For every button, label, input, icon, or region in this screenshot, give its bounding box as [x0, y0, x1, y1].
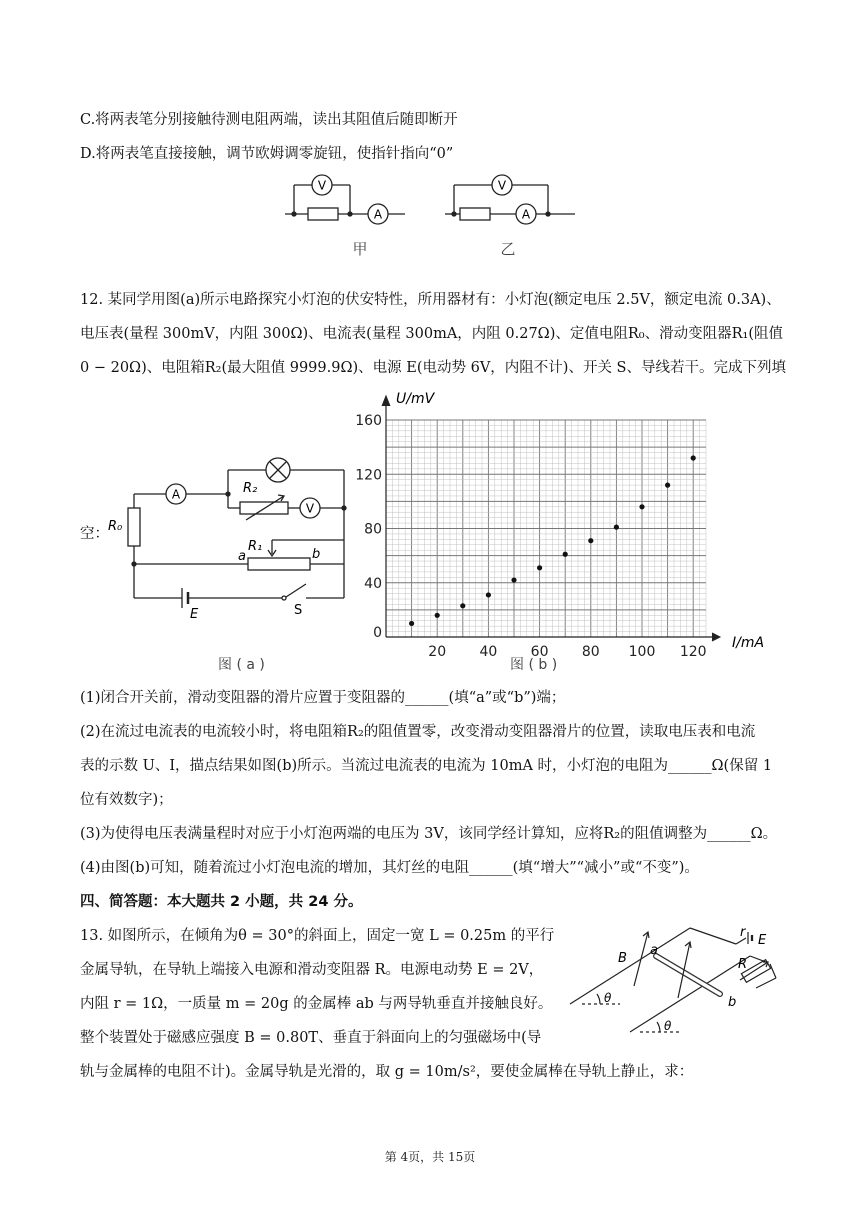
- rod-b-label: b: [728, 995, 737, 1010]
- option-d: D.将两表笔直接接触，调节欧姆调零旋钮，使指针指向“0”: [80, 146, 454, 162]
- voltmeter-label: V: [497, 178, 507, 193]
- data-point: [460, 603, 465, 608]
- x-tick-label: 20: [428, 644, 447, 660]
- q12-line1: 12. 某同学用图(a)所示电路探究小灯泡的伏安特性，所用器材有：小灯泡(额定电压 2.5V，额定电流 0.3A)、: [80, 292, 781, 308]
- q12-sub2c: 位有效数字)；: [80, 792, 173, 808]
- y-tick-label: 80: [364, 521, 382, 538]
- option-c: C.将两表笔分别接触待测电阻两端，读出其阻值后随即断开: [80, 112, 458, 128]
- x-axis-label: I/mA: [732, 635, 765, 651]
- ammeter-label: A: [373, 207, 383, 222]
- label-jia: 甲: [352, 240, 368, 258]
- r0-label: R₀: [108, 519, 123, 534]
- voltmeter-label: V: [317, 178, 327, 193]
- circuit-jia-yi-figure: [280, 168, 590, 264]
- data-point: [563, 552, 568, 557]
- ammeter-label: A: [171, 487, 181, 502]
- q12-sub3: (3)为使得电压表满量程时对应于小灯泡两端的电压为 3V，该同学经计算知，应将R₂的阻值调整为______Ω。: [80, 826, 778, 842]
- y-axis-arrow: [382, 396, 390, 406]
- r2-label: R₂: [243, 481, 258, 496]
- chart-b: [355, 388, 780, 660]
- s-label: S: [294, 603, 303, 618]
- section-heading: 四、简答题：本大题共 2 小题，共 24 分。: [80, 894, 363, 910]
- rheostat-label: R: [738, 957, 748, 972]
- q12-sub2a: (2)在流过电流表的电流较小时，将电阻箱R₂的阻值置零，改变滑动变阻器滑片的位置，读取电压表和电流: [80, 724, 756, 740]
- a-terminal-label: a: [238, 549, 246, 564]
- q13-line4: 整个装置处于磁感应强度 B = 0.80T、垂直于斜面向上的匀强磁场中(导: [80, 1030, 542, 1046]
- q12-line3: 0 − 20Ω)、电阻箱R₂(最大阻值 9999.9Ω)、电源 E(电动势 6V，内阻不计)、开关 S、导线若干。完成下列填: [80, 360, 786, 376]
- data-point: [435, 613, 440, 618]
- q13-line3: 内阻 r = 1Ω，一质量 m = 20g 的金属棒 ab 与两导轨垂直并接触良好。: [80, 996, 553, 1012]
- q12-line4: 空：: [80, 526, 109, 542]
- b-field-label: B: [618, 951, 627, 966]
- data-point: [511, 577, 516, 582]
- y-tick-label: 120: [355, 467, 382, 484]
- q13-line5: 轨与金属棒的电阻不计)。金属导轨是光滑的，取 g = 10m/s²，要使金属棒在导轨上静止，求：: [80, 1064, 694, 1080]
- y-axis-label: U/mV: [396, 391, 435, 407]
- page-footer: 第 4页，共 15页: [384, 1150, 476, 1164]
- r0-resistor: [128, 508, 140, 546]
- y-tick-label: 0: [373, 625, 382, 641]
- x-tick-label: 40: [479, 644, 498, 660]
- x-axis-arrow: [712, 633, 720, 641]
- data-point: [588, 538, 593, 543]
- x-tick-label: 120: [679, 644, 707, 660]
- theta-label-1: θ: [604, 991, 612, 1005]
- data-point: [537, 565, 542, 570]
- switch-s: [286, 584, 306, 597]
- data-point: [614, 525, 619, 530]
- theta-label-2: θ: [664, 1019, 672, 1033]
- q12-sub4: (4)由图(b)可知，随着流过小灯泡电流的增加，其灯丝的电阻______(填“增大”“减小”或“不变”)。: [80, 860, 699, 876]
- y-tick-label: 40: [364, 575, 382, 592]
- e-label: E: [190, 607, 199, 622]
- rod-a-label: a: [650, 943, 658, 958]
- emf-label: E: [758, 933, 767, 948]
- q13-line1: 13. 如图所示，在倾角为θ = 30°的斜面上，固定一宽 L = 0.25m 的平行: [80, 928, 555, 944]
- incline-rail-figure: [560, 922, 780, 1042]
- resistor-jia: [308, 208, 338, 220]
- data-point: [409, 621, 414, 626]
- internal-r-label: r: [740, 925, 746, 940]
- resistor-yi: [460, 208, 490, 220]
- y-tick-label: 160: [355, 413, 382, 429]
- r1-label: R₁: [248, 539, 263, 554]
- x-tick-label: 80: [581, 644, 600, 660]
- b-terminal-label: b: [312, 547, 321, 562]
- voltmeter-label: V: [305, 501, 315, 516]
- circuit-a-figure: [100, 450, 360, 625]
- data-point: [665, 483, 670, 488]
- label-yi: 乙: [500, 240, 516, 258]
- x-tick-label: 100: [628, 644, 656, 660]
- ammeter-label: A: [521, 207, 531, 222]
- data-point: [486, 592, 491, 597]
- q13-line2: 金属导轨，在导轨上端接入电源和滑动变阻器 R。电源电动势 E = 2V，: [80, 962, 544, 978]
- data-point: [691, 455, 696, 460]
- fig-a-caption: 图 ( a ): [218, 657, 265, 673]
- fig-b-caption: 图 ( b ): [510, 657, 558, 673]
- q12-sub1: (1)闭合开关前，滑动变阻器的滑片应置于变阻器的______(填“a”或“b”)端；: [80, 690, 566, 706]
- q12-sub2b: 表的示数 U、I，描点结果如图(b)所示。当流过电流表的电流为 10mA 时，小灯泡的电阻为______Ω(保留 1: [80, 758, 773, 774]
- q12-line2: 电压表(量程 300mV，内阻 300Ω)、电流表(量程 300mA，内阻 0.27Ω)、定值电阻R₀、滑动变阻器R₁(阻值: [80, 326, 783, 342]
- data-point: [639, 504, 644, 509]
- r1-rheostat: [248, 558, 310, 570]
- x-tick-label: 60: [530, 644, 549, 660]
